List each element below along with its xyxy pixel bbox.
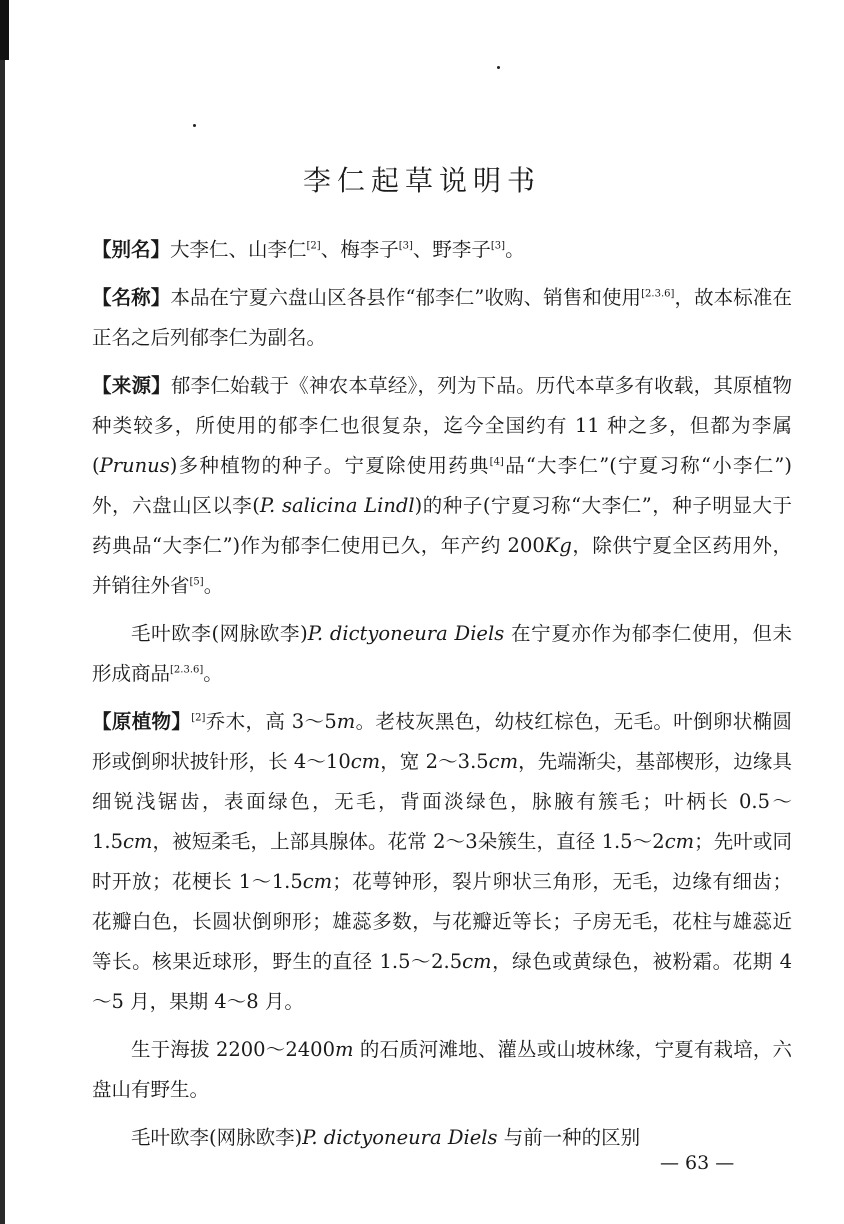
text-run: 品“大李仁”(宁夏习称“小李仁”)外，六盘山区以李(: [92, 454, 793, 517]
citation-ref: [3]: [490, 240, 506, 252]
unit: cm: [462, 950, 492, 973]
citation-ref: [2]: [306, 240, 321, 252]
paragraph-source: [92, 366, 792, 606]
unit: Kg: [544, 534, 572, 557]
paragraph-alias: [92, 230, 792, 270]
text-run: ；先叶或同时开放；花梗长 1～1.5: [92, 830, 792, 893]
unit: m: [336, 710, 356, 733]
document-body: [92, 230, 792, 1166]
scan-speck: [497, 66, 500, 69]
latin-name: Prunus: [99, 454, 170, 477]
text-run: ；花萼钟形，裂片卵状三角形，无毛，边缘有细齿；花瓣白色，长圆状倒卵形；雄蕊多数，与花瓣近等长；子房无毛，花柱与雄蕊近等长。核果近球形，野生的直径 1.5～2.5: [92, 870, 792, 973]
page-number: — 63 —: [660, 1152, 735, 1174]
text-run: 。: [203, 574, 224, 597]
text-run: 。老枝灰黑色，幼枝红棕色，无毛。叶倒卵状椭圆形或倒卵状披针形，长 4～10: [92, 710, 792, 773]
paragraph-dictyoneura-use: [92, 614, 792, 694]
unit: cm: [123, 830, 153, 853]
citation-ref: [2.3.6]: [641, 288, 675, 300]
text-run: ，绿色或黄绿色，被粉霜。花期 4～5 月，果期 4～8 月。: [92, 950, 792, 1013]
text-run: )多种植物的种子。宁夏除使用药典: [169, 454, 490, 477]
text-run: 。: [203, 662, 223, 685]
citation-ref: [4]: [489, 456, 504, 468]
text-run: 生于海拔 2200～2400: [131, 1038, 335, 1061]
unit: cm: [302, 870, 333, 893]
unit: cm: [350, 750, 381, 773]
latin-name: P. dictyoneura Diels: [307, 622, 505, 645]
text-run: 。: [505, 238, 525, 261]
text-run: 乔木，高 3～5: [205, 710, 337, 733]
text-run: 郁李仁始载于《神农本草经》，列为下品。历代本草多有收载，其原植物种类较多，所使用的郁李仁也很复杂，迄今全国约有 11 种之多，但都为李属(: [92, 374, 792, 477]
text-run: ，宽 2～3.5: [380, 750, 489, 773]
section-heading: 【来源】: [92, 374, 171, 397]
text-run: ，故本标准在正名之后列郁李仁为副名。: [92, 286, 792, 349]
text-run: 与前一种的区别: [497, 1126, 641, 1149]
section-heading: 【别名】: [92, 238, 171, 261]
unit: cm: [488, 750, 519, 773]
text-run: 在宁夏亦作为郁李仁使用，但未形成商品: [92, 622, 792, 685]
paragraph-habitat: [92, 1030, 792, 1110]
citation-ref: [5]: [189, 576, 204, 588]
text-run: )的种子(宁夏习称“大李仁”，种子明显大于药典品“大李仁”)作为郁李仁使用已久，年产约 200: [92, 494, 792, 557]
text-run: ，除供宁夏全区药用外，并销往外省: [92, 534, 792, 597]
section-heading: 【原植物】: [92, 710, 192, 733]
text-run: 、野李子: [412, 238, 491, 261]
paragraph-original-plant: [92, 702, 792, 1022]
text-run: 毛叶欧李(网脉欧李): [131, 622, 308, 645]
unit: cm: [664, 830, 695, 853]
scan-speck: [193, 124, 196, 127]
text-run: ，先端渐尖，基部楔形，边缘具细锐浅锯齿，表面绿色，无毛，背面淡绿色，脉腋有簇毛；叶柄长 0.5～1.5: [92, 750, 792, 853]
text-run: 毛叶欧李(网脉欧李): [131, 1126, 303, 1149]
citation-ref: [3]: [398, 240, 413, 252]
scan-left-border-top: [0, 0, 9, 60]
section-heading: 【名称】: [92, 286, 171, 309]
text-run: 、梅李子: [320, 238, 399, 261]
text-run: 的石质河滩地、灌丛或山坡林缘，宁夏有栽培，六盘山有野生。: [92, 1038, 792, 1101]
citation-ref: [2.3.6]: [170, 664, 204, 676]
unit: m: [335, 1038, 354, 1061]
paragraph-name: [92, 278, 792, 358]
text-run: ，被短柔毛，上部具腺体。花常 2～3朵簇生，直径 1.5～2: [152, 830, 665, 853]
page-title: 李仁起草说明书: [302, 163, 541, 197]
text-run: 大李仁、山李仁: [170, 238, 307, 261]
latin-name: P. salicina Lindl: [259, 494, 415, 517]
text-run: 本品在宁夏六盘山区各县作“郁李仁”收购、销售和使用: [170, 286, 642, 309]
citation-ref: [2]: [191, 712, 206, 724]
latin-name: P. dictyoneura Diels: [302, 1126, 498, 1149]
